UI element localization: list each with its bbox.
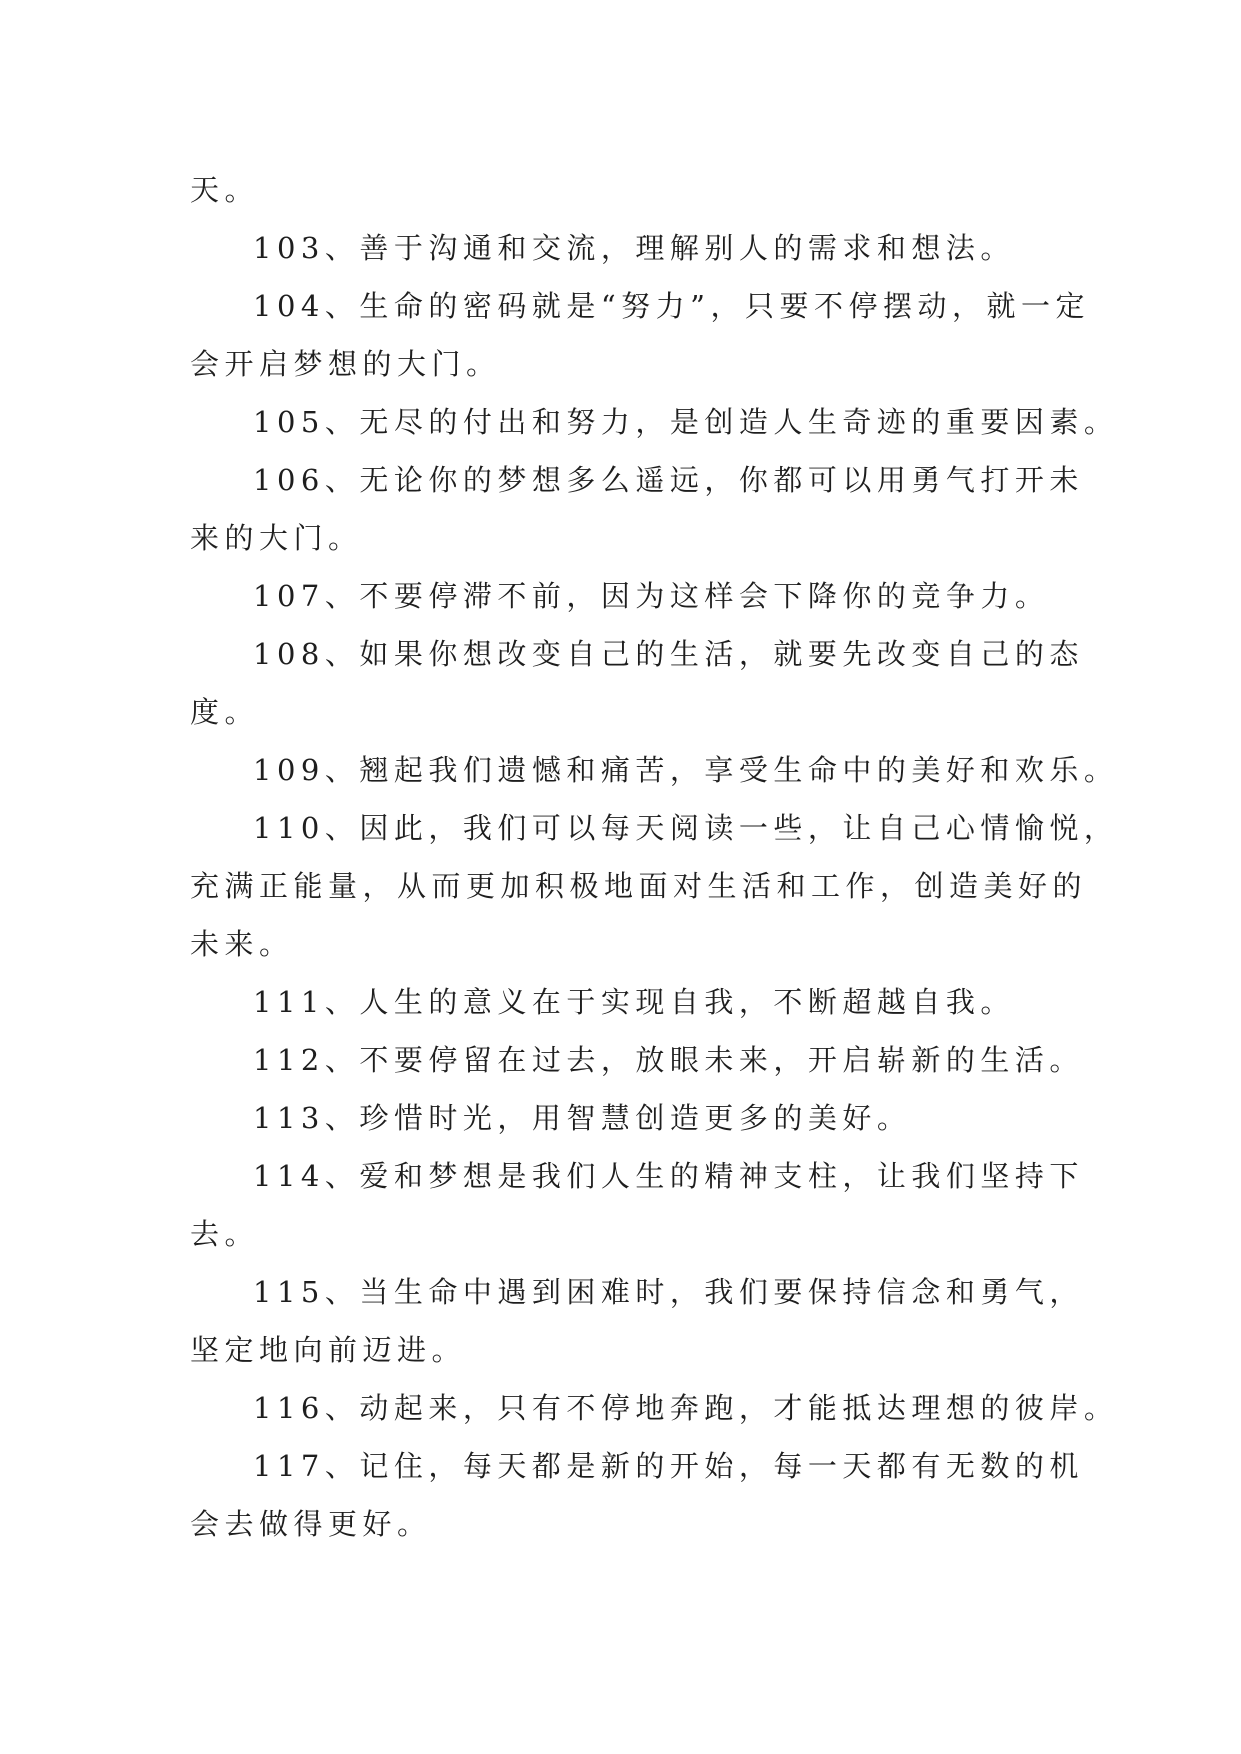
document-body xyxy=(190,161,1119,1553)
paragraph-line: 109、翘起我们遗憾和痛苦，享受生命中的美好和欢乐。 xyxy=(253,753,1119,787)
paragraph-line: 度。 xyxy=(190,695,260,729)
paragraph xyxy=(190,1147,1084,1263)
paragraph-line: 天。 xyxy=(190,173,260,207)
paragraph-line: 106、无论你的梦想多么遥远，你都可以用勇气打开未 xyxy=(253,463,1084,497)
paragraph xyxy=(190,1263,1084,1379)
paragraph-line: 104、生命的密码就是“努力”，只要不停摆动，就一定 xyxy=(253,289,1091,323)
paragraph xyxy=(190,567,1060,625)
paragraph-line: 充满正能量，从而更加积极地面对生活和工作，创造美好的 xyxy=(190,869,1088,903)
paragraph-line: 会去做得更好。 xyxy=(190,1507,432,1541)
paragraph-line: 105、无尽的付出和努力，是创造人生奇迹的重要因素。 xyxy=(253,405,1119,439)
paragraph-line: 去。 xyxy=(190,1217,260,1251)
paragraph xyxy=(190,1031,1084,1089)
paragraph xyxy=(190,161,1060,219)
paragraph-line: 112、不要停留在过去，放眼未来，开启崭新的生活。 xyxy=(253,1043,1084,1077)
paragraph-line: 111、人生的意义在于实现自我，不断超越自我。 xyxy=(253,985,1015,1019)
paragraph xyxy=(190,799,1119,973)
paragraph-line: 103、善于沟通和交流，理解别人的需求和想法。 xyxy=(253,231,1015,265)
paragraph-line: 来的大门。 xyxy=(190,521,363,555)
paragraph-line: 116、动起来，只有不停地奔跑，才能抵达理想的彼岸。 xyxy=(253,1391,1119,1425)
paragraph-line: 107、不要停滞不前，因为这样会下降你的竞争力。 xyxy=(253,579,1050,613)
paragraph xyxy=(190,1379,1119,1437)
paragraph xyxy=(190,219,1060,277)
paragraph-line: 113、珍惜时光，用智慧创造更多的美好。 xyxy=(253,1101,912,1135)
paragraph xyxy=(190,1437,1084,1553)
paragraph xyxy=(190,451,1084,567)
paragraph-line: 未来。 xyxy=(190,927,294,961)
paragraph-line: 会开启梦想的大门。 xyxy=(190,347,501,381)
paragraph-line: 108、如果你想改变自己的生活，就要先改变自己的态 xyxy=(253,637,1084,671)
paragraph-line: 115、当生命中遇到困难时，我们要保持信念和勇气， xyxy=(253,1275,1084,1309)
paragraph xyxy=(190,741,1119,799)
paragraph-line: 117、记住，每天都是新的开始，每一天都有无数的机 xyxy=(253,1449,1084,1483)
paragraph xyxy=(190,1089,1060,1147)
paragraph-line: 114、爱和梦想是我们人生的精神支柱，让我们坚持下 xyxy=(253,1159,1084,1193)
paragraph xyxy=(190,393,1119,451)
paragraph xyxy=(190,973,1060,1031)
paragraph-line: 110、因此，我们可以每天阅读一些，让自己心情愉悦， xyxy=(253,811,1119,845)
paragraph-line: 坚定地向前迈进。 xyxy=(190,1333,467,1367)
paragraph xyxy=(190,277,1091,393)
paragraph xyxy=(190,625,1084,741)
